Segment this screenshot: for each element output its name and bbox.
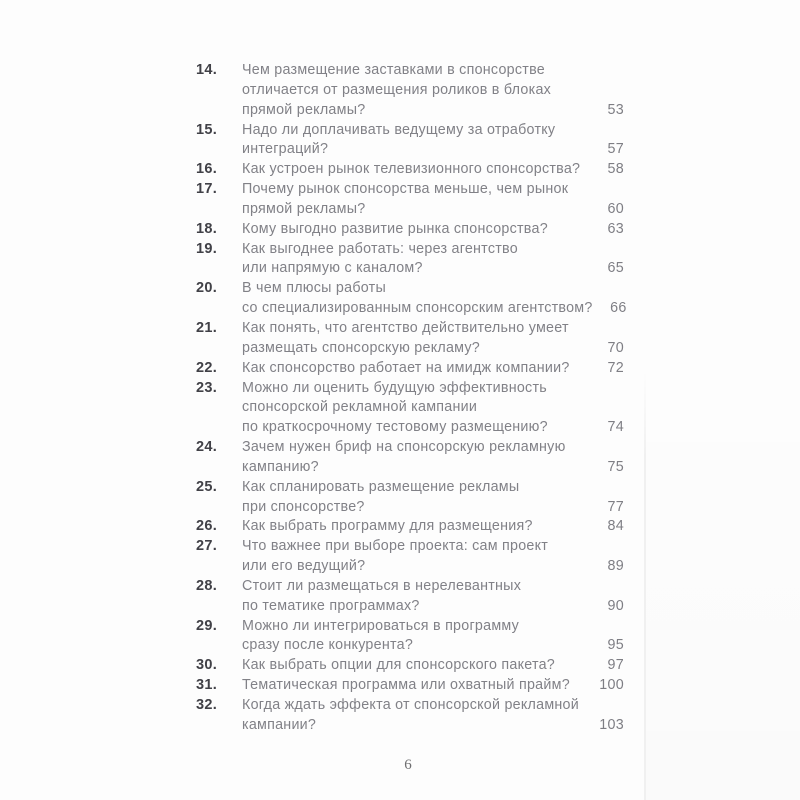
toc-item-number: 22.: [196, 359, 218, 376]
toc-item: [196, 359, 624, 379]
toc-item: [196, 279, 627, 319]
toc-line: при спонсорстве?: [242, 498, 365, 515]
toc-item-page: 84: [607, 518, 624, 535]
toc-item-page: 103: [599, 716, 624, 733]
toc-line: Когда ждать эффекта от спонсорской рекламной: [242, 697, 579, 713]
toc-item-number: 24.: [196, 439, 218, 456]
toc-item-number: 26.: [196, 518, 218, 535]
toc-line: Можно ли оценить будущую эффективность: [242, 379, 547, 396]
toc-item-number: 30.: [196, 657, 218, 674]
toc-item: [196, 121, 624, 161]
toc-item-text: [242, 121, 590, 161]
toc-item-page: 74: [607, 419, 624, 436]
toc-line: Как выбрать опции для спонсорского пакета?: [242, 657, 556, 674]
toc-item-text: [242, 537, 590, 577]
toc-item-number: 18.: [196, 220, 218, 237]
page-edge-shade: [646, 370, 800, 800]
toc-line: отличается от размещения роликов в блоках: [242, 81, 552, 98]
toc-item-page: 89: [607, 558, 624, 575]
toc-line: Как выгоднее работать: через агентство: [242, 240, 518, 257]
toc-line: Можно ли интегрироваться в программу: [242, 617, 520, 634]
toc-item-text: [242, 180, 590, 220]
toc-line: Как выбрать программу для размещения?: [242, 518, 533, 535]
toc-line: Почему рынок спонсорства меньше, чем рынок: [242, 181, 569, 198]
toc-line: Чем размещение заставками в спонсорстве: [242, 62, 545, 78]
toc-line: со специализированным спонсорским агентством?: [242, 300, 593, 317]
toc-line: кампанию?: [242, 458, 319, 475]
toc-item-text: [242, 617, 590, 657]
toc-item-text: [242, 676, 590, 696]
toc-item-page: 72: [607, 359, 624, 376]
toc-item: [196, 160, 624, 180]
toc-item-text: [242, 240, 590, 280]
toc-item-text: [242, 478, 590, 518]
toc-line: Как спонсорство работает на имидж компании?: [242, 359, 570, 376]
toc-item-text: [242, 577, 590, 617]
toc-item: [196, 676, 624, 696]
toc-item-text: [242, 656, 590, 676]
toc-item-page: 57: [607, 141, 624, 158]
toc-item-text: [242, 319, 590, 359]
toc-line: В чем плюсы работы: [242, 280, 386, 297]
toc-line: Как понять, что агентство действительно умеет: [242, 319, 569, 336]
toc-line: Зачем нужен бриф на спонсорскую рекламную: [242, 439, 566, 456]
toc-line: Что важнее при выборе проекта: сам проект: [242, 538, 549, 555]
toc-item-text: [242, 160, 590, 180]
toc-line: или напрямую с каналом?: [242, 260, 423, 277]
footer-page-number: 6: [404, 757, 412, 773]
toc-item-text: [242, 279, 593, 319]
toc-item-page: 58: [607, 161, 624, 178]
toc-line: по краткосрочному тестовому размещению?: [242, 419, 548, 436]
toc-line: Кому выгодно развитие рынка спонсорства?: [242, 220, 548, 237]
toc-item-page: 77: [607, 498, 624, 515]
toc-item-page: 53: [607, 101, 624, 118]
toc-item: [196, 696, 624, 736]
toc-item-number: 29.: [196, 617, 218, 634]
toc-item-number: 28.: [196, 577, 218, 594]
toc-item: [196, 517, 624, 537]
toc-line: размещать спонсорскую рекламу?: [242, 339, 481, 356]
toc-item-page: 65: [607, 260, 624, 277]
toc-item-text: [242, 517, 590, 537]
toc-line: Стоит ли размещаться в нерелевантных: [242, 577, 522, 594]
toc-item-page: 95: [607, 637, 624, 654]
toc-item: [196, 319, 624, 359]
toc-line: Тематическая программа или охватный прайм?: [242, 677, 570, 694]
toc-item-text: [242, 379, 590, 439]
toc-item-number: 17.: [196, 181, 218, 198]
toc-item-number: 14.: [196, 62, 218, 78]
toc-item: [196, 537, 624, 577]
toc-item-page: 70: [607, 339, 624, 356]
toc-line: Как спланировать размещение рекламы: [242, 478, 520, 495]
toc-item: [196, 577, 624, 617]
toc-item-number: 27.: [196, 538, 218, 555]
toc-item-text: [242, 61, 590, 121]
toc-item: [196, 438, 624, 478]
toc-item-number: 25.: [196, 478, 218, 495]
toc-line: прямой рекламы?: [242, 101, 366, 118]
toc-line: сразу после конкурента?: [242, 637, 414, 654]
toc-item-number: 20.: [196, 280, 218, 297]
toc-line: кампании?: [242, 716, 317, 733]
toc-item: [196, 617, 624, 657]
toc-line: Как устроен рынок телевизионного спонсорства?: [242, 161, 581, 178]
toc-item-page: 75: [607, 458, 624, 475]
toc-item-page: 63: [607, 220, 624, 237]
toc-item-number: 32.: [196, 697, 218, 713]
toc-item-page: 100: [599, 677, 624, 694]
toc-line: Надо ли доплачивать ведущему за отработку: [242, 121, 556, 138]
toc-item: [196, 478, 624, 518]
toc: [196, 61, 627, 736]
toc-item-text: [242, 220, 590, 240]
toc-item-page: 66: [610, 300, 627, 317]
toc-item: [196, 379, 624, 439]
toc-item-number: 31.: [196, 677, 218, 694]
toc-line: интеграций?: [242, 141, 329, 158]
toc-item-number: 19.: [196, 240, 218, 257]
toc-item-number: 21.: [196, 319, 218, 336]
toc-line: или его ведущий?: [242, 558, 366, 575]
toc-item: [196, 180, 624, 220]
toc-item: [196, 61, 624, 121]
toc-item-page: 90: [607, 597, 624, 614]
toc-line: по тематике программах?: [242, 597, 420, 614]
toc-item: [196, 220, 624, 240]
toc-item-number: 23.: [196, 379, 218, 396]
toc-item: [196, 656, 624, 676]
toc-item-number: 15.: [196, 121, 218, 138]
toc-item-page: 97: [607, 657, 624, 674]
toc-item-text: [242, 438, 590, 478]
toc-item-page: 60: [607, 200, 624, 217]
toc-item-text: [242, 359, 590, 379]
toc-line: спонсорской рекламной кампании: [242, 399, 478, 416]
toc-item: [196, 240, 624, 280]
toc-line: прямой рекламы?: [242, 200, 366, 217]
toc-item-text: [242, 696, 590, 736]
toc-item-number: 16.: [196, 161, 218, 178]
